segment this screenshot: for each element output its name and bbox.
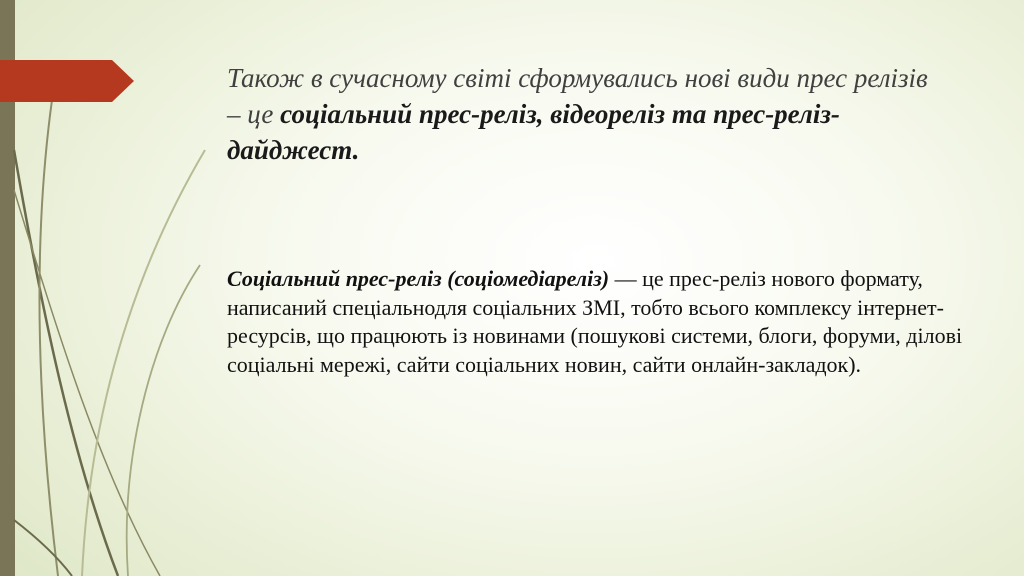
title-emphasis: соціальний прес-реліз, відеореліз та прес-реліз-дайджест.	[227, 99, 840, 165]
definition-text: — це прес-реліз нового формату, написаний спеціальнодля соціальних ЗМІ, тобто всього комплексу інтернет-ресурсів, що працюють із новинами (пошукові системи, блоги, форуми, ділові соціальні мережі, сайти соціальних новин, сайти онлайн-закладок).	[227, 266, 963, 377]
definition-term: Соціальний прес-реліз (соціомедіареліз)	[227, 266, 610, 291]
slide-title	[227, 60, 947, 168]
accent-arrow-shape	[0, 60, 134, 102]
definition-paragraph	[227, 265, 967, 379]
title-intro: Також в сучасному світі сформувались нові види прес релізів – це	[227, 63, 928, 129]
